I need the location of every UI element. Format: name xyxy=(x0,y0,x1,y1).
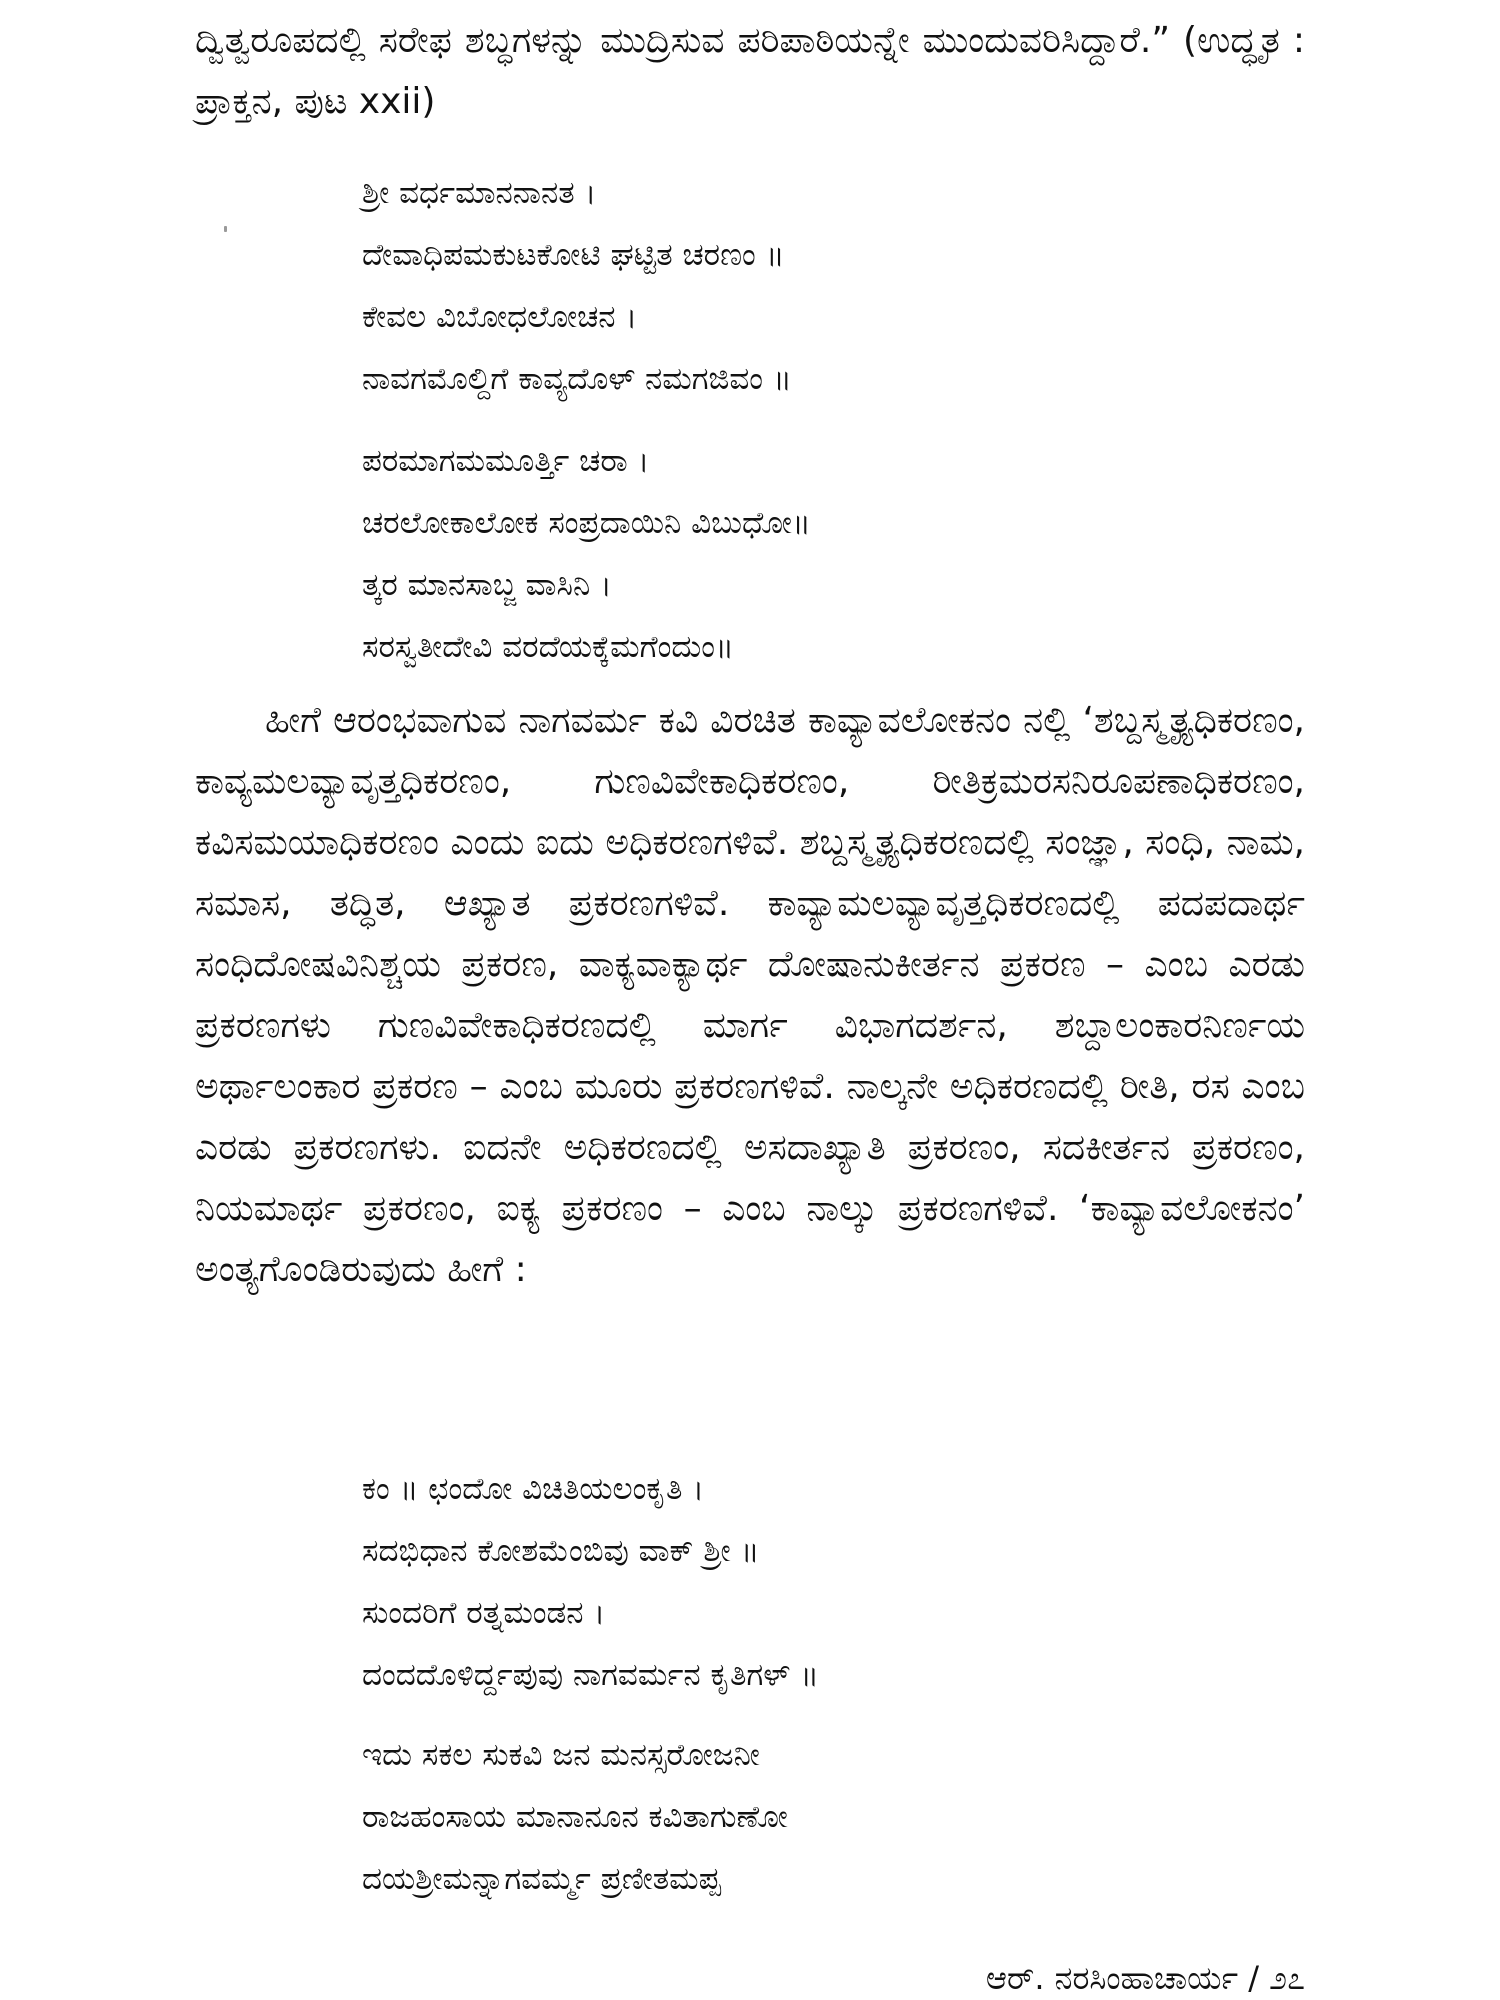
body-paragraph xyxy=(195,690,1305,1300)
verse-line: ಪರಮಾಗಮಮೂರ್ತ್ತಿ ಚರಾ । xyxy=(362,443,650,479)
verse-block-3 xyxy=(362,1458,1262,1706)
verse-line: ದಯಶ್ರೀಮನ್ನಾಗವರ್ಮ್ಮ ಪ್ರಣೀತಮಪ್ಪ xyxy=(362,1861,721,1897)
page-footer: ಆರ್. ನರಸಿಂಹಾಚಾರ್ಯ / ೨೭ xyxy=(985,1959,1305,1997)
verse-line: ದಂದದೊಳಿರ್ದ್ದಪುವು ನಾಗವರ್ಮನ ಕೃತಿಗಳ್ ॥ xyxy=(362,1657,819,1693)
body-text: ಹೀಗೆ ಆರಂಭವಾಗುವ ನಾಗವರ್ಮ ಕವಿ ವಿರಚಿತ ಕಾವ್ಯಾವಲೋಕನಂ ನಲ್ಲಿ ‘ಶಬ್ದಸ್ಮೃತ್ಯಧಿಕರಣಂ, ಕಾವ್ಯಮಲವ್ಯಾವೃತ್ತಧಿಕರಣಂ, ಗುಣವಿವೇಕಾಧಿಕರಣಂ, ರೀತಿಕ್ರಮರಸನಿರೂಪಣಾಧಿಕರಣಂ, ಕವಿಸಮಯಾಧಿಕರಣಂ ಎಂದು ಐದು ಅಧಿಕರಣಗಳಿವೆ. ಶಬ್ದಸ್ಮೃತ್ಯಧಿಕರಣದಲ್ಲಿ ಸಂಜ್ಞಾ, ಸಂಧಿ, ನಾಮ, ಸಮಾಸ, ತದ್ಧಿತ, ಆಖ್ಯಾತ ಪ್ರಕರಣಗಳಿವೆ. ಕಾವ್ಯಾಮಲವ್ಯಾವೃತ್ತಧಿಕರಣದಲ್ಲಿ ಪದಪದಾರ್ಥ ಸಂಧಿದೋಷವಿನಿಶ್ಚಯ ಪ್ರಕರಣ, ವಾಕ್ಯವಾಕ್ಯಾರ್ಥ ದೋಷಾನುಕೀರ್ತನ ಪ್ರಕರಣ – ಎಂಬ ಎರಡು ಪ್ರಕರಣಗಳು ಗುಣವಿವೇಕಾಧಿಕರಣದಲ್ಲಿ ಮಾರ್ಗ ವಿಭಾಗದರ್ಶನ, ಶಬ್ದಾಲಂಕಾರನಿರ್ಣಯ ಅರ್ಥಾಲಂಕಾರ ಪ್ರಕರಣ – ಎಂಬ ಮೂರು ಪ್ರಕರಣಗಳಿವೆ. ನಾಲ್ಕನೇ ಅಧಿಕರಣದಲ್ಲಿ ರೀತಿ, ರಸ ಎಂಬ ಎರಡು ಪ್ರಕರಣಗಳು. ಐದನೇ ಅಧಿಕರಣದಲ್ಲಿ ಅಸದಾಖ್ಯಾತಿ ಪ್ರಕರಣಂ, ಸದಕೀರ್ತನ ಪ್ರಕರಣಂ, ನಿಯಮಾರ್ಥ ಪ್ರಕರಣಂ, ಐಕ್ಯ ಪ್ರಕರಣಂ – ಎಂಬ ನಾಲ್ಕು ಪ್ರಕರಣಗಳಿವೆ. ‘ಕಾವ್ಯಾವಲೋಕನಂ’ ಅಂತ್ಯಗೊಂಡಿರುವುದು ಹೀಗೆ : xyxy=(195,700,1305,1290)
verse-line: ಕಂ ॥ ಛಂದೋ ವಿಚಿತಿಯಲಂಕೃತಿ । xyxy=(362,1471,705,1507)
verse-line: ತ್ಕರ ಮಾನಸಾಬ್ಜ ವಾಸಿನಿ । xyxy=(362,567,612,603)
scan-speck xyxy=(224,226,227,232)
verse-block-2 xyxy=(362,430,1262,678)
verse-line: ದೇವಾಧಿಪಮಕುಟಕೋಟಿ ಘಟ್ಟಿತ ಚರಣಂ ॥ xyxy=(362,237,785,273)
verse-line: ಶ್ರೀ ವರ್ಧಮಾನನಾನತ । xyxy=(362,175,597,211)
verse-line: ನಾವಗಮೊಲ್ದಿಗೆ ಕಾವ್ಯದೊಳ್ ನಮಗಜಿವಂ ॥ xyxy=(362,361,792,397)
verse-block-1 xyxy=(362,162,1262,410)
intro-paragraph xyxy=(195,10,1305,132)
verse-line: ಸುಂದರಿಗೆ ರತ್ನಮಂಡನ । xyxy=(362,1595,606,1631)
verse-line: ಚರಲೋಕಾಲೋಕ ಸಂಪ್ರದಾಯಿನಿ ವಿಬುಧೋ॥ xyxy=(362,505,811,541)
verse-block-4 xyxy=(362,1724,1262,1910)
verse-line: ಸರಸ್ವತೀದೇವಿ ವರದೆಯಕ್ಕೆಮಗೆಂದುಂ॥ xyxy=(362,629,734,665)
intro-text: ದ್ವಿತ್ವರೂಪದಲ್ಲಿ ಸರೇಫ ಶಬ್ಧಗಳನ್ನು ಮುದ್ರಿಸುವ ಪರಿಪಾಠಿಯನ್ನೇ ಮುಂದುವರಿಸಿದ್ದಾರೆ.” (ಉದ್ಧೃತ : ಪ್ರಾಕ್ತನ, ಪುಟ xxii) xyxy=(195,20,1305,122)
verse-line: ಕೇವಲ ವಿಬೋಧಲೋಚನ । xyxy=(362,299,638,335)
verse-line: ಸದಭಿಧಾನ ಕೋಶಮೆಂಬಿವು ವಾಕ್ ಶ್ರೀ ॥ xyxy=(362,1533,760,1569)
verse-line: ರಾಜಹಂಸಾಯ ಮಾನಾನೂನ ಕವಿತಾಗುಣೋ xyxy=(362,1799,788,1835)
verse-line: ಇದು ಸಕಲ ಸುಕವಿ ಜನ ಮನಸ್ಸರೋಜನೀ xyxy=(362,1737,760,1773)
